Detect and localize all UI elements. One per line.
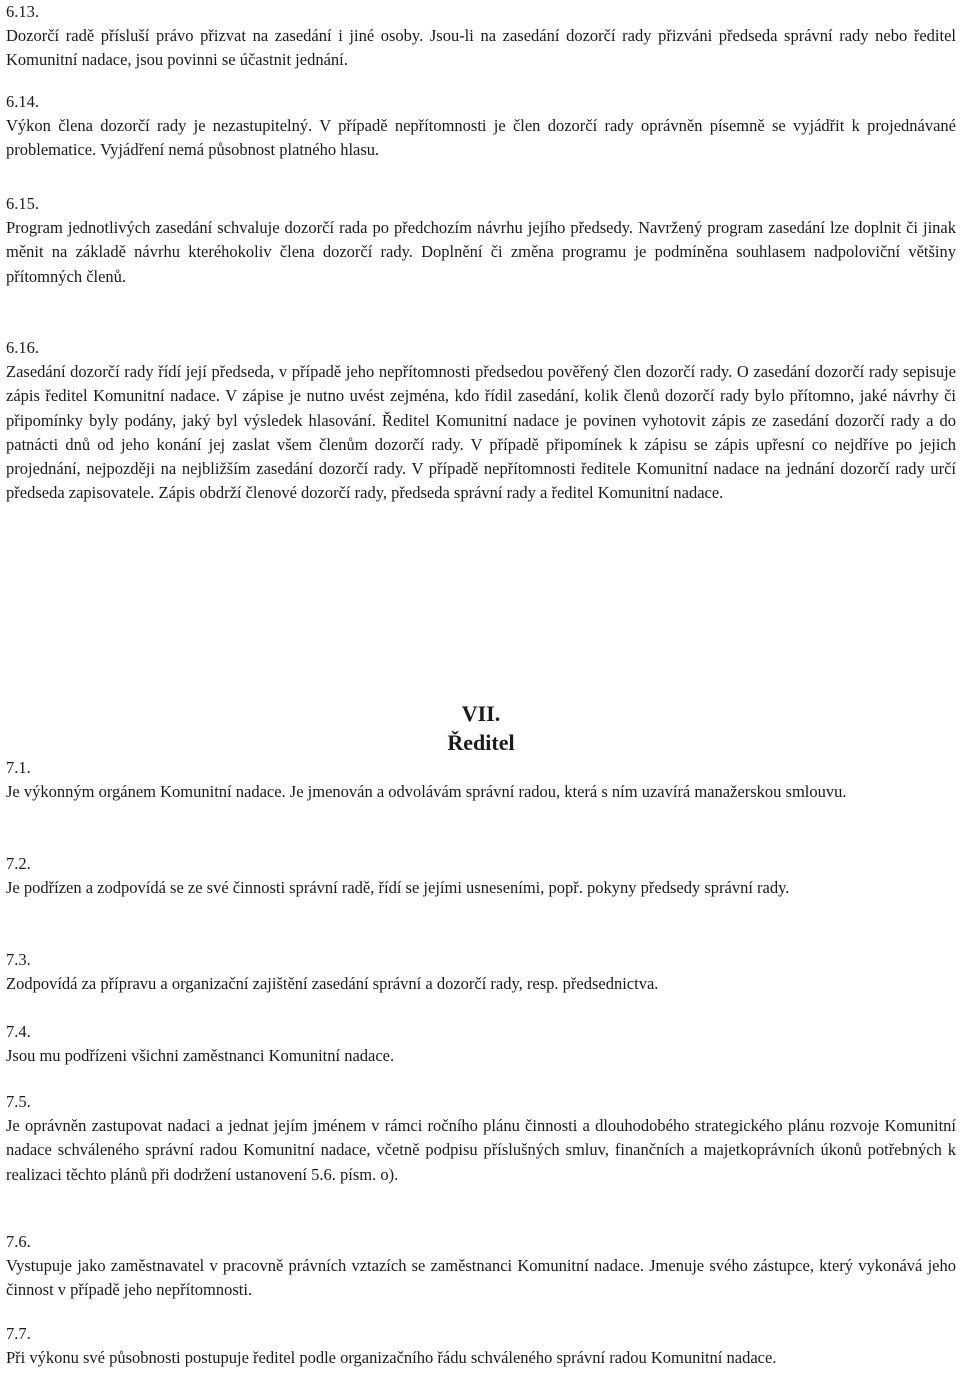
section-number: 6.14.: [6, 92, 39, 111]
section-text: Výkon člena dozorčí rady je nezastupitelný. V případě nepřítomnosti je člen dozorčí rady oprávněn písemně se vyjádřit k projednávané problematice. Vyjádření nemá působnost platného hlasu.: [6, 116, 956, 160]
section-number: 7.4.: [6, 1022, 31, 1041]
section-6-14: [6, 90, 956, 163]
section-text: Při výkonu své působnosti postupuje ředitel podle organizačního řádu schváleného správní radou Komunitní nadace.: [6, 1348, 777, 1368]
section-number: 7.3.: [6, 950, 31, 969]
section-number: 7.1.: [6, 758, 31, 777]
chapter-title: Ředitel: [447, 729, 515, 755]
section-text: Jsou mu podřízeni všichni zaměstnanci Komunitní nadace.: [6, 1046, 395, 1066]
section-number: 7.7.: [6, 1324, 31, 1343]
section-text: Zasedání dozorčí rady řídí její předseda, v případě jeho nepřítomnosti předsedou pověřený člen dozorčí rady. O zasedání dozorčí rady sepisuje zápis ředitel Komunitní nadace. V zápise je nutno uvést zejména, kdo řídil zasedání, kolik členů dozorčí rady bylo přítomno, jaké návrhy či připomínky byly podány, jaký byl výsledek hlasování. Ředitel Komunitní nadace je povinen vyhotovit zápis ze zasedání dozorčí rady a do patnácti dnů od jeho konání jej zaslat všem členům dozorčí rady. V případě připomínek k zápisu se zápis upřesní co nejdříve po jejich projednání, nejpozději na nejbližším zasedání dozorčí rady. V případě nepřítomnosti ředitele Komunitní nadace na jednání dozorčí rady určí předseda zapisovatele. Zápis obdrží členové dozorčí rady, předseda správní rady a ředitel Komunitní nadace.: [6, 362, 956, 503]
section-number: 6.13.: [6, 2, 39, 21]
section-text: Zodpovídá za přípravu a organizační zajištění zasedání správní a dozorčí rady, resp. předsednictva.: [6, 974, 659, 994]
section-number: 6.15.: [6, 194, 39, 213]
section-7-1: [6, 756, 956, 804]
section-text: Je podřízen a zodpovídá se ze své činnosti správní radě, řídí se jejími usneseními, popř. pokyny předsedy správní rady.: [6, 878, 790, 898]
section-7-3: [6, 948, 956, 996]
section-text: Dozorčí radě přísluší právo přizvat na zasedání i jiné osoby. Jsou-li na zasedání dozorčí rady přizváni předseda správní rady nebo ředitel Komunitní nadace, jsou povinni se účastnit jednání.: [6, 26, 956, 70]
section-6-15: [6, 192, 956, 289]
chapter-number: VII.: [461, 701, 501, 726]
document-page: [6, 0, 956, 1389]
section-6-13: [6, 0, 956, 73]
section-text: Program jednotlivých zasedání schvaluje dozorčí rada po předchozím návrhu jejího předsedy. Navržený program zasedání lze doplnit či jinak měnit na základě návrhu kteréhokoliv člena dozorčí rady. Doplnění či změna programu je podmíněna souhlasem nadpoloviční většiny přítomných členů.: [6, 218, 956, 286]
section-text: Je výkonným orgánem Komunitní nadace. Je jmenován a odvolávám správní radou, která s ním uzavírá manažerskou smlouvu.: [6, 782, 847, 802]
section-7-4: [6, 1020, 956, 1068]
section-number: 7.2.: [6, 854, 31, 873]
section-7-2: [6, 852, 956, 900]
section-number: 7.5.: [6, 1092, 31, 1111]
section-7-6: [6, 1230, 956, 1303]
section-text: Vystupuje jako zaměstnavatel v pracovně právních vztazích se zaměstnanci Komunitní nadace. Jmenuje svého zástupce, který vykonává jeho činnost v případě jeho nepřítomnosti.: [6, 1256, 956, 1300]
chapter-heading: [6, 700, 956, 757]
section-number: 7.6.: [6, 1232, 31, 1251]
section-7-7: [6, 1322, 956, 1370]
section-7-5: [6, 1090, 956, 1187]
section-6-16: [6, 336, 956, 505]
section-number: 6.16.: [6, 338, 39, 357]
section-text: Je oprávněn zastupovat nadaci a jednat jejím jménem v rámci ročního plánu činnosti a dlouhodobého strategického plánu rozvoje Komunitní nadace schváleného správní radou Komunitní nadace, včetně podpisu příslušných smluv, finančních a majetkoprávních úkonů potřebných k realizaci těchto plánů při dodržení ustanovení 5.6. písm. o).: [6, 1116, 956, 1184]
